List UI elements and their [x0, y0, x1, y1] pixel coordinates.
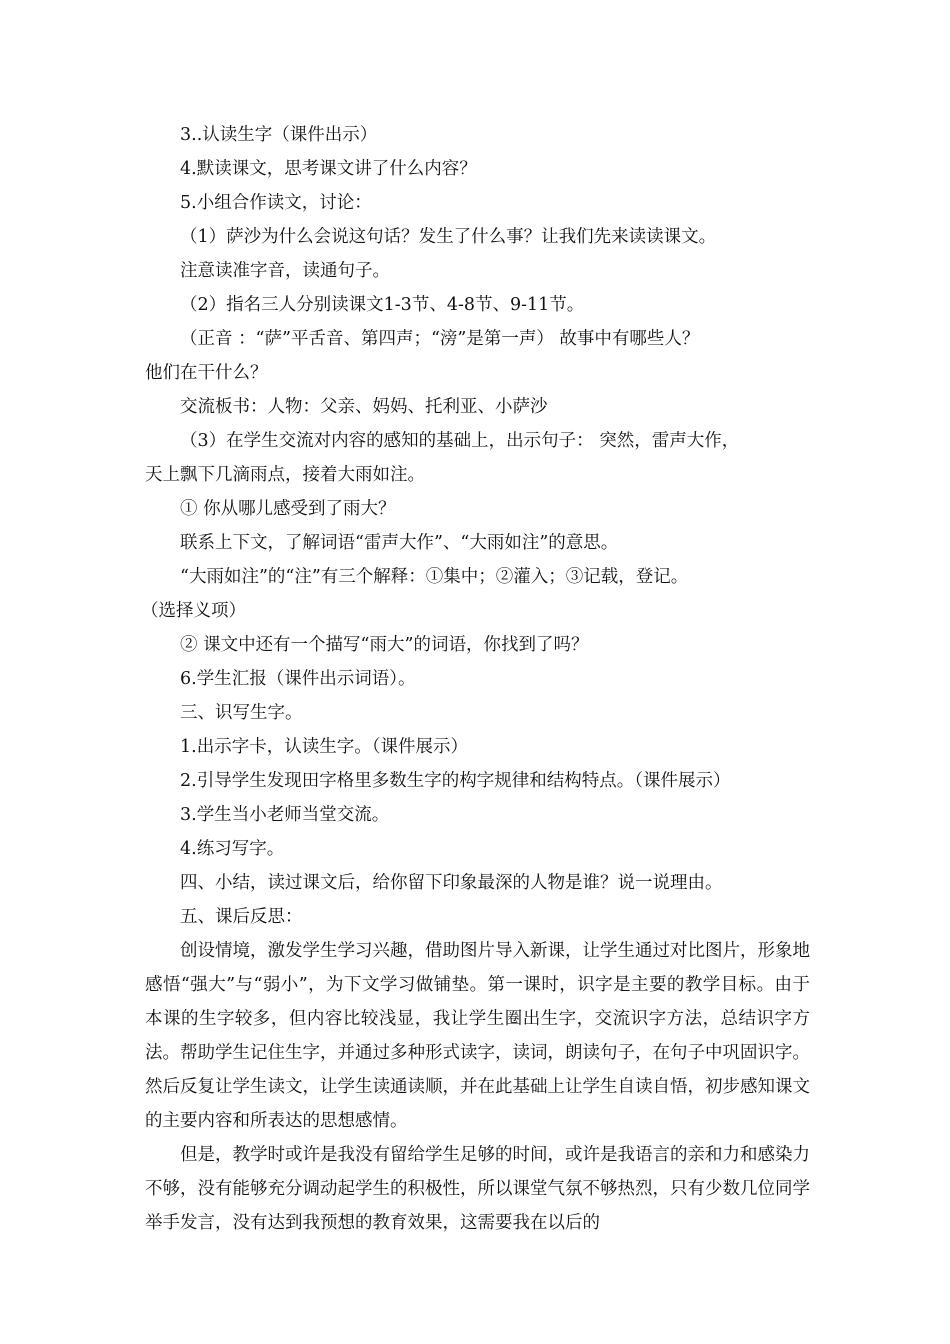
text-line: 5.小组合作读文，讨论：	[180, 193, 372, 213]
section-heading: 四、小结，读过课文后，给你留下印象最深的人物是谁？说一说理由。	[180, 873, 723, 893]
text-line: ② 课文中还有一个描写“雨大”的词语，你找到了吗？	[180, 635, 589, 655]
text-line: （1）萨沙为什么会说这句话？发生了什么事？让我们先来读读课文。	[180, 227, 717, 247]
text-line: （3）在学生交流对内容的感知的基础上，出示句子： 突然，雷声大作，	[180, 431, 740, 451]
text-line: 交流板书：人物：父亲、妈妈、托利亚、小萨沙	[180, 397, 548, 417]
section-heading: 三、识写生字。	[180, 703, 303, 723]
text-line: 4.练习写字。	[180, 839, 285, 859]
reflection-paragraph: 创设情境，激发学生学习兴趣，借助图片导入新课，让学生通过对比图片，形象地感悟“强大”与“弱小”，为下文学习做铺垫。第一课时，识字是主要的教学目标。由于本课的生字较多，但内容比较浅显，我让学生圈出生字，交流识字方法，总结识字方法。帮助学生记住生字，并通过多种形式读字，读词，朗读句子，在句子中巩固识字。然后反复让学生读文，让学生读通读顺，并在此基础上让学生自读自悟，初步感知课文的主要内容和所表达的思想感情。	[145, 941, 810, 1131]
text-line: （选择义项）	[141, 601, 246, 621]
text-line: 天上飘下几滴雨点，接着大雨如注。	[145, 465, 425, 485]
text-line: （2）指名三人分别读课文1-3节、4-8节、9-11节。	[180, 295, 585, 315]
section-heading: 五、课后反思：	[180, 907, 303, 927]
text-line: 注意读准字音，读通句子。	[180, 261, 390, 281]
text-line: 3..认读生字（课件出示）	[180, 125, 378, 145]
text-line: 3.学生当小老师当堂交流。	[180, 805, 390, 825]
text-line: 2.引导学生发现田字格里多数生字的构字规律和结构特点。（课件展示）	[180, 771, 731, 791]
text-line: ① 你从哪儿感受到了雨大？	[180, 499, 396, 519]
text-line: 6.学生汇报（课件出示词语）。	[180, 669, 416, 689]
text-line: 1.出示字卡，认读生字。（课件展示）	[180, 737, 468, 757]
reflection-paragraph: 但是，教学时或许是我没有留给学生足够的时间，或许是我语言的亲和力和感染力不够，没有能够充分调动起学生的积极性，所以课堂气氛不够热烈，只有少数几位同学举手发言，没有达到我预想的教育效果，这需要我在以后的	[145, 1145, 810, 1233]
document-body	[141, 118, 810, 1240]
text-line: “大雨如注”的“注”有三个解释：①集中；②灌入；③记载，登记。	[180, 567, 689, 587]
text-line: （正音 ：“萨”平舌音、第四声；“滂”是第一声） 故事中有哪些人？	[180, 329, 700, 349]
text-line: 他们在干什么？	[145, 363, 268, 383]
text-line: 联系上下文，了解词语“雷声大作”、“大雨如注”的意思。	[180, 533, 619, 553]
text-line: 4.默读课文，思考课文讲了什么内容？	[180, 159, 477, 179]
